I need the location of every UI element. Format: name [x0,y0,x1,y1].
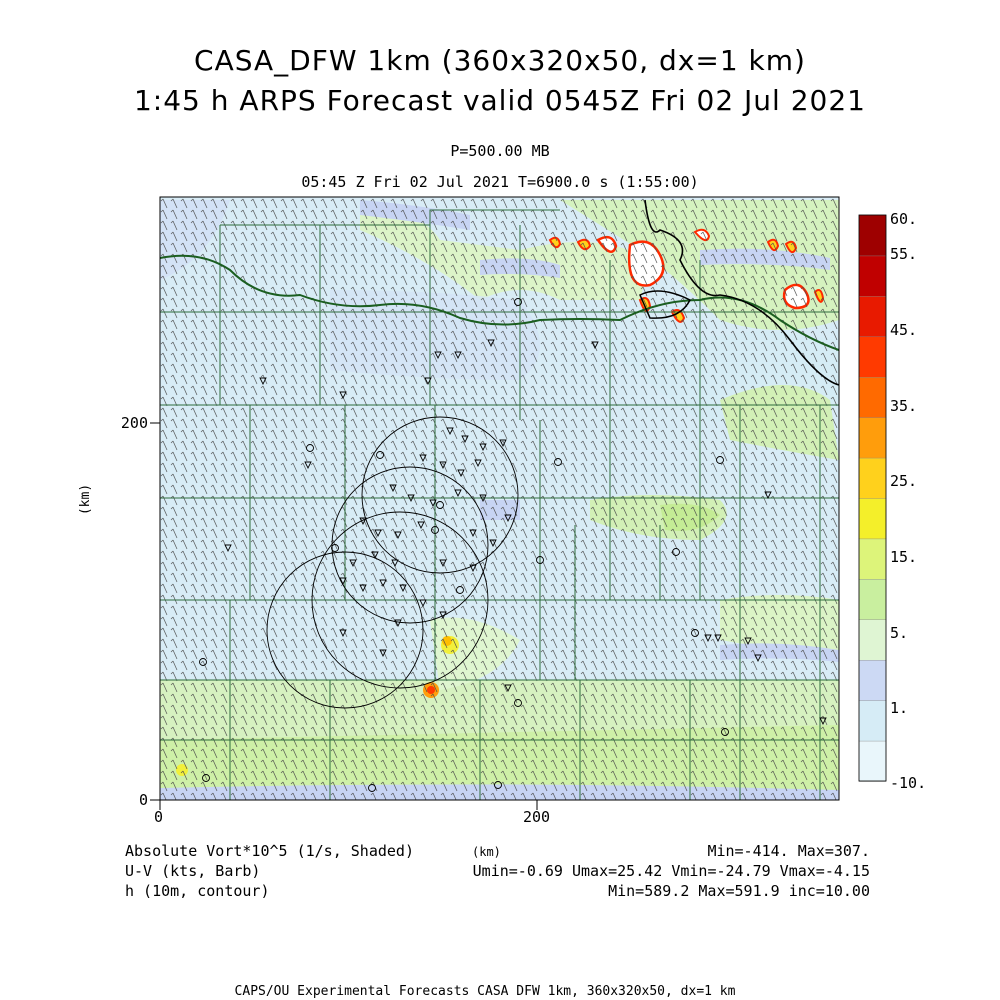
colorbar-segment [859,700,886,741]
colorbar-label: 5. [890,624,909,642]
variable-2-stats: Umin=-0.69 Umax=25.42 Vmin=-24.79 Vmax=-4.15 [472,862,870,880]
y-tick-200: 200 [120,414,148,432]
variable-3-stats: Min=589.2 Max=591.9 inc=10.00 [608,882,870,900]
colorbar-segment [859,417,886,458]
colorbar-label: 60. [890,210,918,228]
colorbar-segment [859,458,886,499]
colorbar-label: -10. [890,774,927,792]
variable-3-label: h (10m, contour) [125,882,270,900]
plot-title-line1: CASA_DFW 1km (360x320x50, dx=1 km) [194,44,806,77]
colorbar-segment [859,619,886,660]
valid-time: 05:45 Z Fri 02 Jul 2021 T=6900.0 s (1:55:00) [301,173,699,191]
colorbar-label: 1. [890,699,909,717]
colorbar-segment [859,579,886,620]
colorbar-segment [859,336,886,377]
colorbar-label: 15. [890,548,918,566]
colorbar-segment [859,538,886,579]
colorbar-segment [859,215,886,256]
x-tick-200: 200 [523,808,551,826]
variable-1-label: Absolute Vort*10^5 (1/s, Shaded) [125,842,414,860]
colorbar-label: 55. [890,245,918,263]
x-tick-0: 0 [154,808,164,826]
colorbar-segment [859,741,886,782]
colorbar-segment [859,498,886,539]
variable-1-stats: Min=-414. Max=307. [707,842,870,860]
colorbar-segment [859,296,886,337]
y-axis-label: (km) [78,483,94,516]
colorbar-segment [859,377,886,418]
colorbar-label: 45. [890,321,918,339]
colorbar-segment [859,255,886,296]
x-axis-unit: (km) [472,845,501,859]
colorbar [859,215,886,782]
variable-2-label: U-V (kts, Barb) [125,862,261,880]
colorbar-label: 25. [890,472,918,490]
plot-title-line2: 1:45 h ARPS Forecast valid 0545Z Fri 02 Jul 2021 [133,84,866,117]
y-tick-0: 0 [138,791,148,809]
colorbar-segment [859,660,886,701]
pressure-level: P=500.00 MB [450,142,550,160]
colorbar-label: 35. [890,397,918,415]
credit-line: CAPS/OU Experimental Forecasts CASA DFW 1km, 360x320x50, dx=1 km [234,984,736,999]
map-panel [160,197,839,800]
